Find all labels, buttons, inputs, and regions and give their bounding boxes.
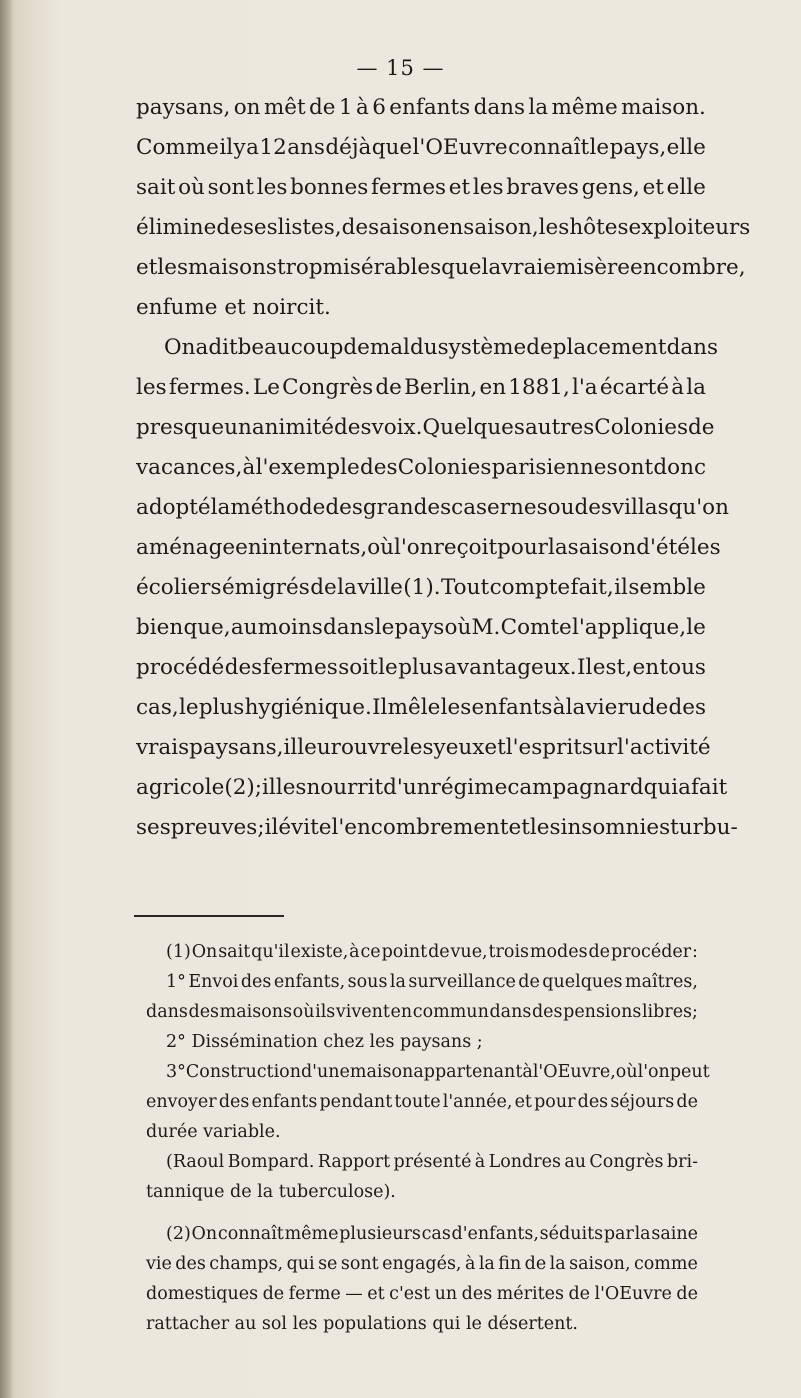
footnote-line: 3° Construction d'une maison appartenant à l'OEuvre, où l'on peut [166, 1062, 710, 1082]
text-line: agricole (2) ; il les nourrit d'un régime campagnard qui a fait [136, 775, 728, 800]
footnote-line: dans des maisons où ils vivent en commun dans des pensions libres; [146, 1002, 698, 1022]
text-line: Comme il y a 12 ans déjà que l'OEuvre connaît le pays, elle [136, 135, 706, 160]
footnote-line: envoyer des enfants pendant toute l'année, et pour des séjours de [146, 1092, 698, 1112]
text-line: adopté la méthode des grandes casernes ou des villas qu'on [136, 495, 729, 520]
footnote-line: durée variable. [146, 1122, 281, 1142]
main-text [136, 88, 751, 848]
footnote-line: 1° Envoi des enfants, sous la surveillance de quelques maîtres, [166, 972, 698, 992]
text-line: vrais paysans, il leur ouvre les yeux et l'esprit sur l'activité [136, 735, 711, 760]
text-line: cas, le plus hygiénique. Il mêle les enfants à la vie rude des [136, 695, 706, 720]
text-line: écoliers émigrés de la ville (1). Tout compte fait, il semble [136, 575, 706, 600]
text-line: bien que, au moins dans le pays où M. Comte l'applique, le [136, 615, 706, 640]
footnotes [146, 937, 710, 1339]
text-line: vacances, à l'exemple des Colonies parisiennes ont donc [136, 455, 706, 480]
text-line: ses preuves ; il évite l'encombrement et les insomnies turbu- [136, 815, 738, 840]
text-line: et les maisons trop misérables que la vraie misère encombre, [136, 255, 746, 280]
footnote-line: vie des champs, qui se sont engagés, à la fin de la saison, comme [146, 1254, 698, 1274]
text-line: procédé des fermes soit le plus avantageux. Il est, en tous [136, 655, 706, 680]
text-line: sait où sont les bonnes fermes et les braves gens, et elle [136, 175, 706, 200]
footnote-line: rattacher au sol les populations qui le désertent. [146, 1314, 578, 1334]
text-line: les fermes. Le Congrès de Berlin, en 1881, l'a écarté à la [136, 375, 706, 400]
text-line: enfume et noircit. [136, 295, 331, 320]
footnote-line: 2° Dissémination chez les paysans ; [166, 1032, 483, 1052]
footnote-line: (2) On connaît même plusieurs cas d'enfants, séduits par la saine [166, 1224, 698, 1244]
text-line: presque unanimité des voix. Quelques autres Colonies de [136, 415, 715, 440]
footnote-line: (1) On sait qu'il existe, à ce point de vue, trois modes de procéder : [166, 942, 698, 962]
footnote-line: tannique de la tuberculose). [146, 1182, 396, 1202]
page-number: — 15 — [356, 56, 445, 80]
text-line: On a dit beaucoup de mal du système de placement dans [164, 335, 719, 360]
footnote-line: domestiques de ferme — et c'est un des mérites de l'OEuvre de [146, 1284, 698, 1304]
text-line: aménage en internats, où l'on reçoit pour la saison d'été les [136, 535, 721, 560]
text-line: élimine de ses listes, de saison en saison, les hôtes exploiteurs [136, 215, 751, 240]
footnote-line: (Raoul Bompard. Rapport présenté à Londres au Congrès bri- [166, 1152, 698, 1172]
text-line: paysans, on mêt de 1 à 6 enfants dans la même maison. [136, 95, 706, 120]
page-gutter-shadow [0, 0, 14, 1398]
footnote-separator [134, 915, 284, 917]
